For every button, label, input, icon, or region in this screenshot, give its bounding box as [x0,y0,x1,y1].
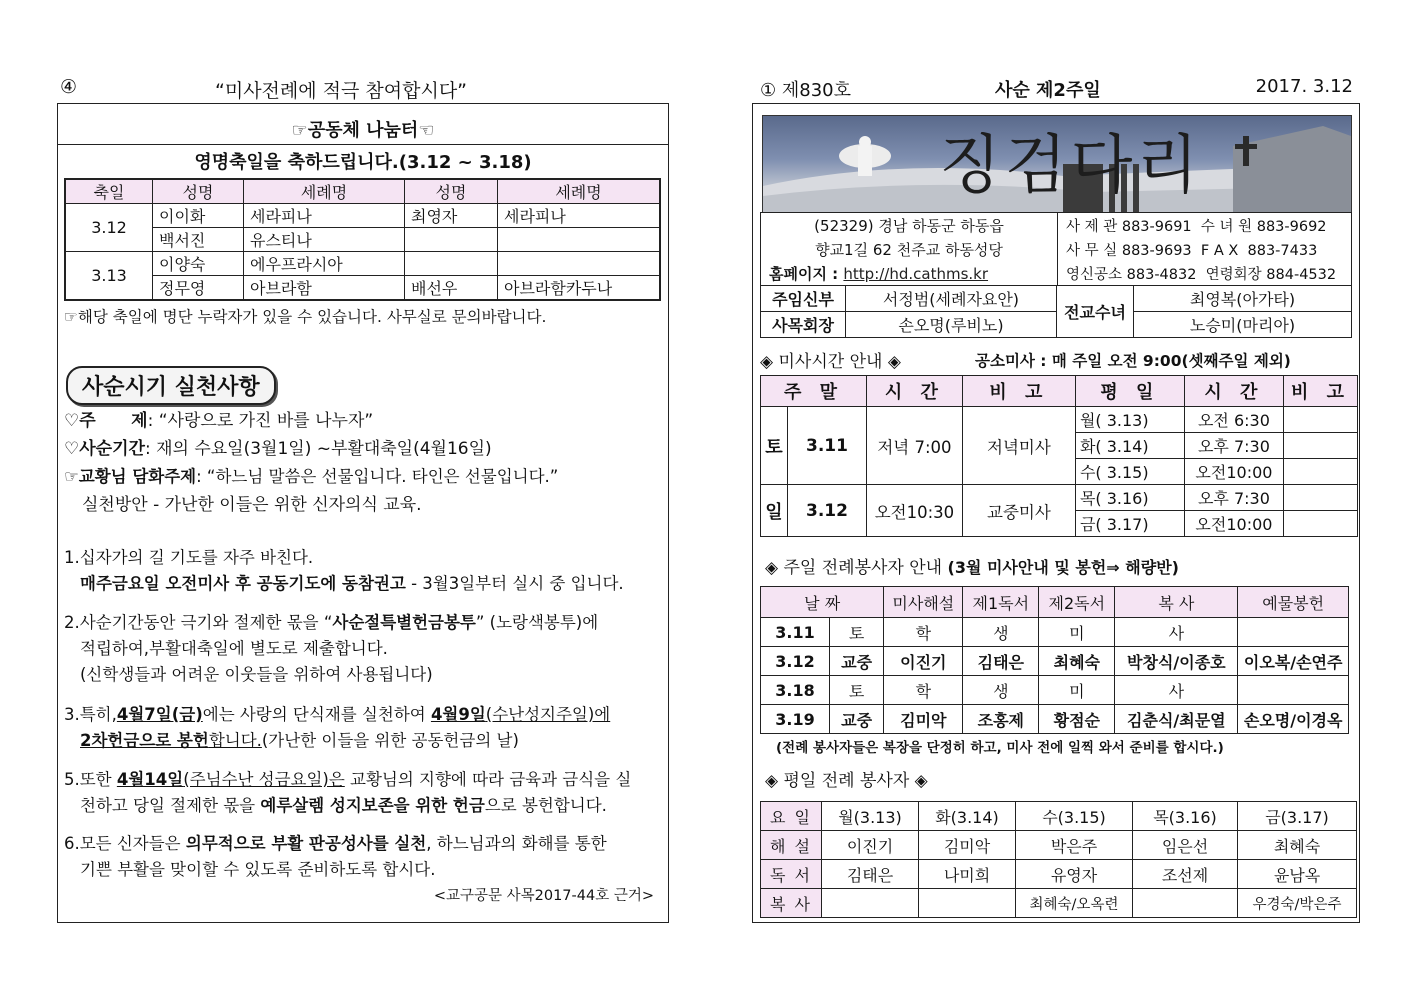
servers-header-row [761,587,1349,618]
serv-cell: 미 [1039,618,1115,647]
week-row-label: 요 일 [761,802,822,831]
weekday-servers-title: ◈ 평일 전례 봉사자 ◈ [765,771,928,791]
feast-table [64,178,661,301]
weekday-note [1283,433,1357,459]
table-row [761,312,1352,338]
item-5-line-a [64,767,668,793]
week-cell: 이진기 [822,831,919,860]
item-3-text: (가난한 이들을 위한 공동헌금의 날) [261,731,519,750]
feast-saint: 세라피나 [498,204,661,228]
item-1-line-a: 1.십자가의 길 기도를 자주 바친다. [64,548,314,567]
item-6-text: , 하느님과의 화해를 통한 [426,834,607,853]
feast-name: 최영자 [405,204,498,228]
council-name: 손오명(루비노) [846,312,1057,338]
serv-cell: 최혜숙 [1039,647,1115,676]
weekday-day: 목( 3.16) [1075,485,1184,511]
week-row-label: 복 사 [761,889,822,918]
item-5-text: (주님수난 성금요일)은 [183,770,345,789]
table-row [761,831,1357,860]
feast-name: 이양숙 [153,252,244,276]
serv-cell: 이오복/손연주 [1238,647,1349,676]
serv-cell: 이진기 [884,647,963,676]
servers-section-title [765,553,1179,578]
weekend-day: 토 [761,407,788,485]
week-cell [822,889,919,918]
feast-name: 배선우 [405,276,498,301]
serv-cell [1238,676,1349,705]
week-cell: 김태은 [822,860,919,889]
lent-period [64,436,664,462]
feast-title: 영명축일을 축하드립니다.(3.12 ~ 3.18) [194,152,532,173]
address-line-1: (52329) 경남 하동군 하동읍 [814,217,1004,235]
slogan: “미사전례에 적극 참여합시다” [215,80,468,102]
week-cell: 조선제 [1133,860,1238,889]
week-cell: 유영자 [1016,860,1133,889]
theme-label: ♡주 제 [64,411,148,431]
table-row [761,705,1349,734]
feast-name: 백서진 [153,228,244,252]
left-content-box [57,103,669,923]
feast-saint: 아브라함카두나 [498,276,661,301]
homepage-link[interactable]: http://hd.cathms.kr [843,265,989,283]
table-row [761,647,1349,676]
feast-saint: 아브라함 [244,276,405,301]
mass-header: 평 일 [1075,376,1184,407]
item-5-bold: 4월14일 [116,770,184,789]
sunday-servers-table [760,586,1349,734]
item-5-line-b [64,793,668,819]
week-cell [1133,889,1238,918]
item-6-text: 6.모든 신자들은 [64,834,186,853]
lent-theme [64,408,664,434]
week-cell: 임은선 [1133,831,1238,860]
table-row [761,860,1357,889]
feast-name: 정무영 [153,276,244,301]
servers-header: 제1독서 [963,587,1039,618]
table-row [65,276,660,301]
item-2-text: 2.사순기간동안 극기와 절제한 몫을 “ [64,613,333,632]
serv-cell [1238,618,1349,647]
sister-label: 전교수녀 [1057,286,1134,338]
community-title: ☞공동체 나눔터☜ [291,120,435,141]
servers-note: (전례 봉사자들은 복장을 단정히 하고, 미사 전에 일찍 와서 준비를 합시다.) [776,740,1224,756]
pope-theme [64,464,668,490]
serv-cell: 사 [1115,676,1238,705]
feast-saint [498,228,661,252]
item-3-text: 에는 사랑의 단식재를 실천하여 [202,705,431,724]
serv-cell: 생 [963,618,1039,647]
page-number: ④ [60,76,78,98]
item-2-text: ” (노랑색봉투)에 [475,613,599,632]
mass-section-title: ◈ 미사시간 안내 ◈ [760,352,901,372]
council-label: 사목회장 [761,312,846,338]
weekday-note [1283,511,1357,537]
plan-text: 실천방안 - 가난한 이들은 위한 신자의식 교육. [82,495,422,515]
source-note: <교구공문 사목2017-44호 근거> [433,888,654,904]
item-3-bold: 4월9일 [430,705,486,724]
mass-schedule-table [760,375,1358,537]
item-3-line-b [64,728,668,754]
serv-cell: 조홍제 [963,705,1039,734]
parish-info [760,212,1352,286]
weekday-time: 오후 7:30 [1184,485,1283,511]
serv-cell: 박창식/이종호 [1115,647,1238,676]
item-1-line-b [64,571,668,597]
mass-header-row [761,376,1358,407]
weekend-time: 저녁 7:00 [866,407,962,485]
staff-table [760,285,1352,338]
item-5-text: 천하고 당일 절제한 몫을 [80,796,261,815]
item-5-text: 교황님의 지향에 따라 금육과 금식을 실 [344,770,632,789]
serv-cell: 손오명/이경옥 [1238,705,1349,734]
item-3 [64,702,668,754]
item-2-bold: 사순절특별헌금봉투 [332,613,476,632]
weekday-day: 월( 3.13) [1075,407,1184,433]
weekend-date: 3.12 [788,485,867,537]
item-1-rest: - 3월3일부터 실시 중 입니다. [405,574,624,593]
item-6-line-b: 기쁜 부활을 맞이할 수 있도록 준비하도록 합시다. [80,860,436,879]
divider [1057,213,1058,285]
weekday-time: 오전10:00 [1184,459,1283,485]
item-6-line-a [64,831,668,857]
item-3-text: 합니다. [208,731,262,750]
feast-header: 축일 [65,179,153,204]
weekday-note [1283,407,1357,433]
item-3-text: (수난성지주일)에 [485,705,611,724]
lent-title-pill [66,366,276,405]
servers-header: 예물봉헌 [1238,587,1349,618]
item-3-text: 3.특히, [64,705,117,724]
week-cell: 화(3.14) [919,802,1016,831]
table-row [761,889,1357,918]
period-label: ♡사순기간 [64,439,145,459]
item-2 [64,610,668,688]
servers-title: ◈ 주일 전례봉사자 안내 [765,558,948,578]
servers-header: 미사해설 [884,587,963,618]
table-row [761,286,1352,312]
pope-label: ☞교황님 담화주제 [64,467,197,486]
phone-line-3: 영신공소 883-4832 연령회장 884-4532 [1066,267,1337,283]
mass-header: 시 간 [1184,376,1283,407]
weekday-time: 오전 6:30 [1184,407,1283,433]
item-5 [64,767,668,819]
serv-cell: 학 [884,676,963,705]
newsletter-banner [762,115,1352,213]
homepage [769,263,988,284]
table-row [65,228,660,252]
item-6-bold: 의무적으로 부활 판공성사를 실천 [185,834,427,853]
weekday-day: 금( 3.17) [1075,511,1184,537]
week-row-label: 해 설 [761,831,822,860]
mass-header: 시 간 [866,376,962,407]
table-row [761,485,1358,511]
divider [58,144,668,145]
pastor-label: 주임신부 [761,286,846,312]
banner-title: 징검다리 [939,129,1203,203]
serv-date: 3.18 [761,676,830,705]
homepage-label: 홈페이지 : [769,265,844,283]
gongso-mass: 공소미사 : 매 주일 오전 9:00(셋째주일 제외) [975,352,1291,370]
serv-cell: 김태은 [963,647,1039,676]
issue-date: 2017. 3.12 [1255,76,1353,97]
right-page-header [760,76,1355,102]
feast-name [405,252,498,276]
serv-date: 3.19 [761,705,830,734]
servers-header: 복 사 [1115,587,1238,618]
serv-cell: 김춘식/최문열 [1115,705,1238,734]
weekday-time: 오후 7:30 [1184,433,1283,459]
item-5-text: 으로 봉헌합니다. [484,796,607,815]
weekday-servers-table [760,801,1357,918]
weekday-day: 수( 3.15) [1075,459,1184,485]
week-cell: 윤남옥 [1238,860,1357,889]
serv-cell: 황점순 [1039,705,1115,734]
mass-header: 주 말 [761,376,867,407]
week-cell: 수(3.15) [1016,802,1133,831]
lent-title: 사순시기 실천사항 [66,366,276,405]
week-row-label: 독 서 [761,860,822,889]
item-5-bold: 예루살렘 성지보존을 위한 헌금 [260,796,485,815]
feast-header: 세례명 [498,179,661,204]
week-cell: 박은주 [1016,831,1133,860]
weekday-note [1283,459,1357,485]
mass-header: 비 고 [962,376,1075,407]
item-2-line-a [64,610,668,636]
item-6 [64,831,668,883]
issue-number: ① 제830호 [760,80,851,101]
feast-header-row [65,179,660,204]
weekend-time: 오전10:30 [866,485,962,537]
serv-cell: 학 [884,618,963,647]
feast-saint: 에우프라시아 [244,252,405,276]
week-cell: 최혜숙/오옥련 [1016,889,1133,918]
item-3-line-a [64,702,668,728]
week-cell: 목(3.16) [1133,802,1238,831]
serv-date: 3.12 [761,647,830,676]
servers-header: 제2독서 [1039,587,1115,618]
item-2-line-c: (신학생들과 어려운 이웃들을 위하여 사용됩니다) [80,665,433,684]
item-1-bold: 매주금요일 오전미사 후 공동기도에 동참권고 [80,574,406,593]
table-row [761,407,1358,433]
serv-type: 토 [829,618,883,647]
item-3-bold: 4월7일(금) [116,705,203,724]
feast-name [405,228,498,252]
serv-type: 교중 [829,647,883,676]
pastor-name: 서정범(세례자요안) [846,286,1057,312]
feast-saint [498,252,661,276]
sister-name: 노승미(마리아) [1134,312,1352,338]
phone-line-2: 사 무 실 883-9693 F A X 883-7433 [1066,243,1318,259]
left-page-header [60,76,670,102]
servers-title-note: (3월 미사안내 및 봉헌⇒ 해량반) [947,558,1179,577]
serv-cell: 미 [1039,676,1115,705]
serv-type: 교중 [829,705,883,734]
weekend-day: 일 [761,485,788,537]
servers-header: 날 짜 [761,587,884,618]
feast-date: 3.13 [65,252,153,301]
table-row [65,204,660,228]
serv-date: 3.11 [761,618,830,647]
feast-saint: 유스티나 [244,228,405,252]
theme-text: : “사랑으로 가진 바를 나누자” [147,411,374,431]
serv-cell: 사 [1115,618,1238,647]
table-row [761,676,1349,705]
week-cell: 최혜숙 [1238,831,1357,860]
feast-name: 이이화 [153,204,244,228]
feast-saint: 세라피나 [244,204,405,228]
sister-name: 최영복(아가타) [1134,286,1352,312]
serv-cell: 김미악 [884,705,963,734]
feast-note: ☞해당 축일에 명단 누락자가 있을 수 있습니다. 사무실로 문의바랍니다. [64,308,547,326]
item-3-bold: 2차헌금으로 봉헌 [80,731,209,750]
week-cell: 김미악 [919,831,1016,860]
item-5-text: 5.또한 [64,770,117,789]
week-cell: 금(3.17) [1238,802,1357,831]
address-line-2: 향교1길 62 천주교 하동성당 [815,241,1003,259]
period-text: : 재의 수요일(3월1일) ~부활대축일(4월16일) [144,439,492,459]
phone-line-1: 사 제 관 883-9691 수 녀 원 883-9692 [1066,219,1327,235]
weekend-date: 3.11 [788,407,867,485]
serv-type: 토 [829,676,883,705]
week-cell [919,889,1016,918]
pope-text: : “하느님 말씀은 선물입니다. 타인은 선물입니다.” [196,467,559,486]
weekday-time: 오전10:00 [1184,511,1283,537]
item-2-line-b: 적립하여,부활대축일에 별도로 제출합니다. [80,639,388,658]
weekday-note [1283,485,1357,511]
weekend-note: 저녁미사 [962,407,1075,485]
week-cell: 우경숙/박은주 [1238,889,1357,918]
weekday-day: 화( 3.14) [1075,433,1184,459]
table-row [761,802,1357,831]
week-cell: 월(3.13) [822,802,919,831]
feast-header: 성명 [405,179,498,204]
serv-cell: 생 [963,676,1039,705]
table-row [65,252,660,276]
week-cell: 나미희 [919,860,1016,889]
mass-header: 비 고 [1283,376,1357,407]
table-row [761,618,1349,647]
item-1 [64,545,668,597]
feast-header: 세례명 [244,179,405,204]
feast-date: 3.12 [65,204,153,252]
weekend-note: 교중미사 [962,485,1075,537]
sunday-name: 사순 제2주일 [995,80,1101,101]
feast-header: 성명 [153,179,244,204]
